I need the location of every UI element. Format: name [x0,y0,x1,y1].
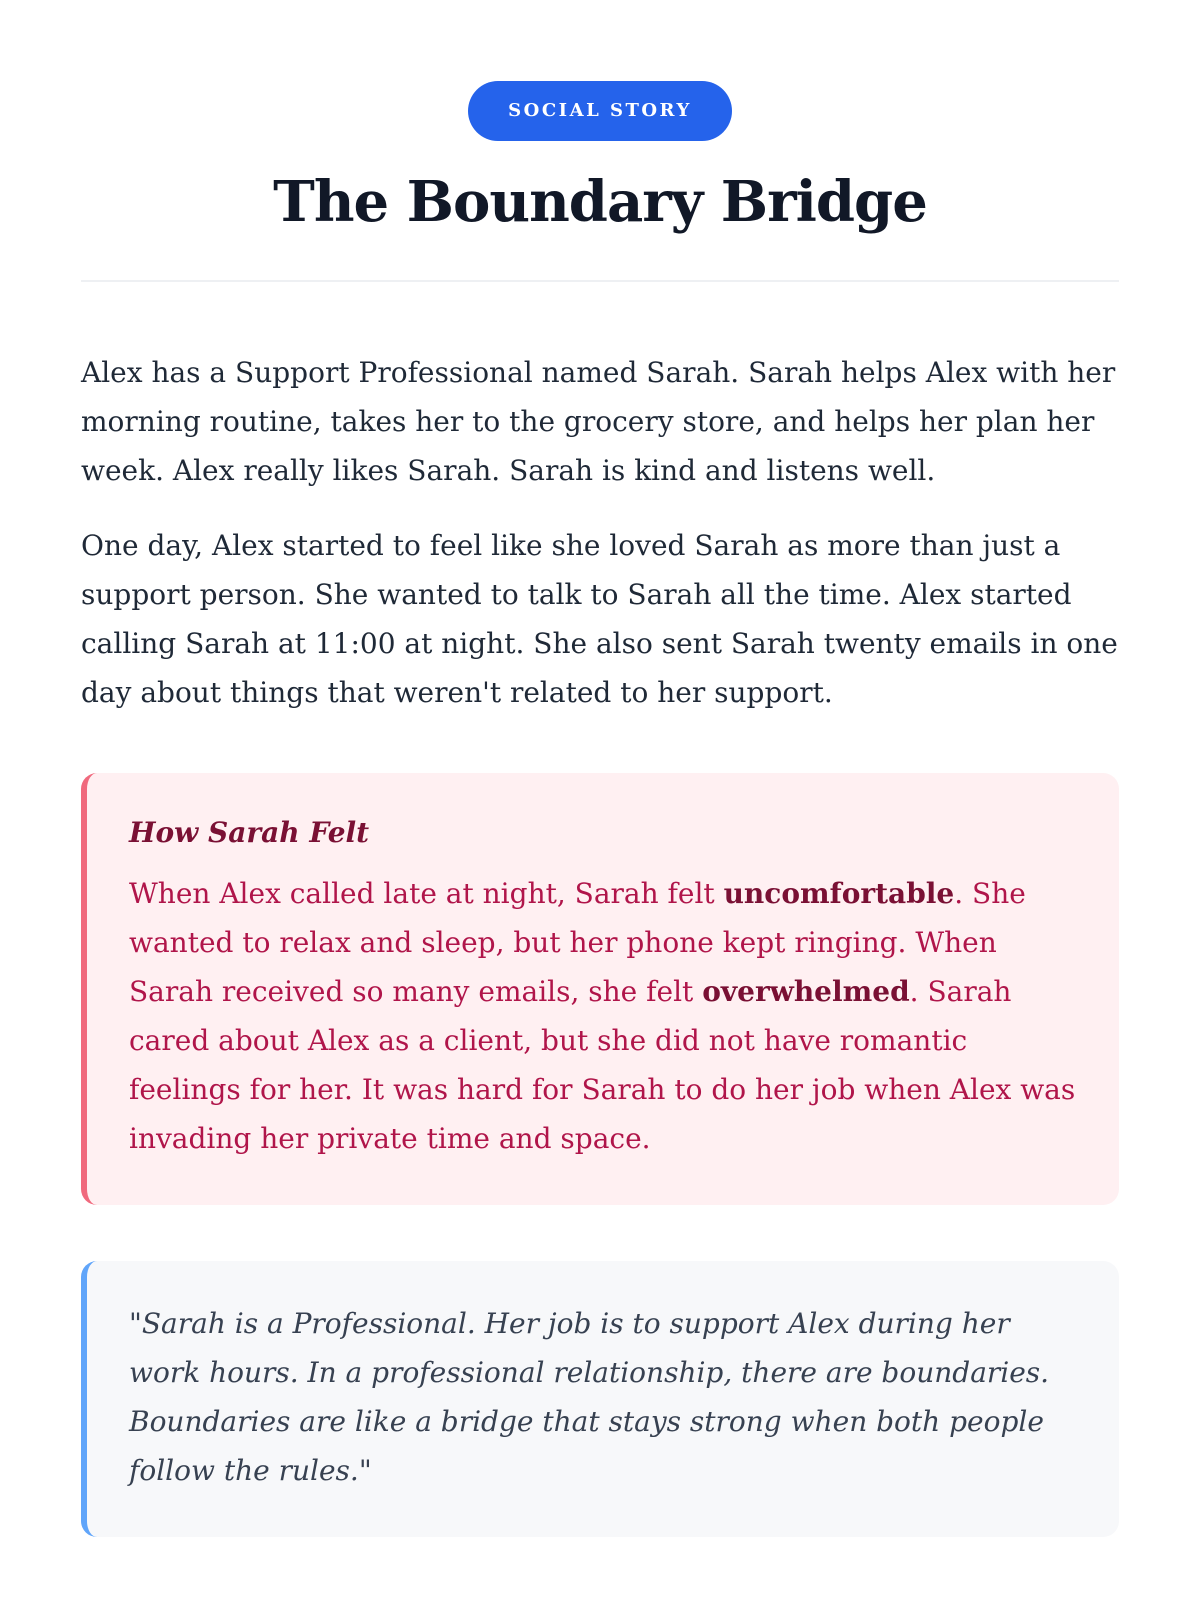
header-divider [81,280,1119,282]
quote-text: "Sarah is a Professional. Her job is to support Alex during her work hours. In a professional relationship, there are boundaries. Boundaries are like a bridge that stays strong when both people follow the rules." [129,1307,1050,1488]
how-sarah-felt-callout [81,773,1119,1205]
page-title: The Boundary Bridge [273,169,927,235]
emphasis-uncomfortable: uncomfortable [723,877,955,911]
story-header [81,0,1119,236]
callout-text [129,869,1077,1163]
callout-text-part: . She wanted to relax and sleep, but her phone kept ringing. When Sarah received so many emails, she felt [129,877,1026,1009]
emphasis-overwhelmed: overwhelmed [702,975,910,1009]
boundary-quote [81,1261,1119,1537]
callout-text-part: When Alex called late at night, Sarah felt [129,877,724,911]
story-paragraph: One day, Alex started to feel like she loved Sarah as more than just a support person. She wanted to talk to Sarah all the time. Alex started calling Sarah at 11:00 at night. She also sent Sarah twenty emails in one day about things that weren't related to her support. [81,529,1118,710]
story-content [81,348,1119,1537]
story-paragraph: Alex has a Support Professional named Sarah. Sarah helps Alex with her morning routine, takes her to the grocery store, and helps her plan her week. Alex really likes Sarah. Sarah is kind and listens well. [81,356,1116,488]
callout-text-part: . Sarah cared about Alex as a client, but she did not have romantic feelings for her. It was hard for Sarah to do her job when Alex was invading her private time and space. [129,975,1076,1156]
social-story-badge: SOCIAL STORY [468,81,732,141]
callout-heading: How Sarah Felt [129,816,370,850]
